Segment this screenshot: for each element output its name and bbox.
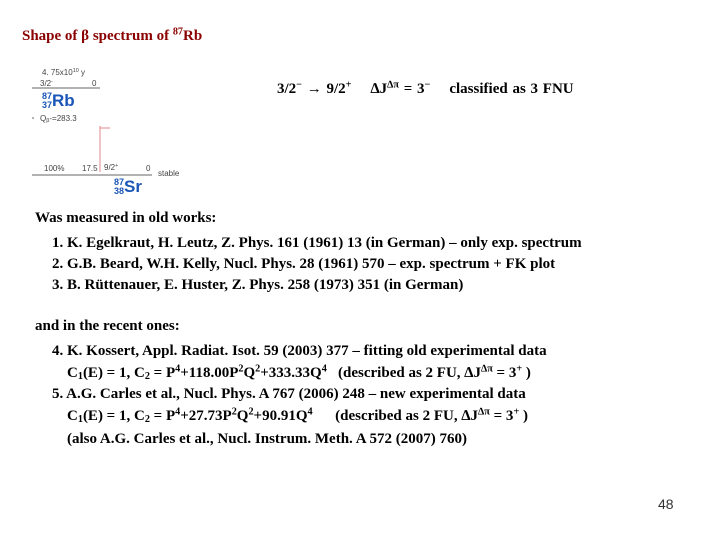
transition-description [277,81,574,98]
slide-title [22,28,202,45]
delta-j: J [379,81,388,97]
transition-arrow: → [306,81,322,97]
parent-level-energy: 0 [92,79,97,88]
reference-5-also: (also A.G. Carles et al., Nucl. Instrum. Meth. A 572 (2007) 760) [67,431,467,447]
initial-parity: − [296,79,302,91]
daughter-level-energy: 0 [146,164,151,173]
delta-value: = 3 [398,81,425,97]
reference-2: 2. G.B. Beard, W.H. Kelly, Nucl. Phys. 28 (1961) 570 – exp. spectrum + FK plot [52,256,556,272]
old-works-heading: Was measured in old works: [35,210,217,226]
daughter-spin: 9/2+ [104,163,119,172]
parent-q-value: $Q_\beta-=283.3$ [40,114,77,125]
reference-4-formula: $C_1(E) = 1$, $C_2 = P^4+118.00P^2Q^2+333.33Q^4$ (described as 2 FU, $\Delta J^{\Delta\pi} = 3^+$ ) [67,363,531,383]
final-parity: + [345,79,352,91]
branch-logft: 17.5 [82,164,98,173]
reference-4: 4. K. Kossert, Appl. Radiat. Isot. 59 (2003) 377 – fitting old experimental data [52,343,547,359]
decay-scheme-diagram [30,64,290,204]
page-number: 48 [658,496,674,512]
delta-j-superscript: ∆π [387,79,399,91]
final-spin: 9/2 [326,81,346,97]
reference-5: 5. A.G. Carles et al., Nucl. Phys. A 767 (2006) 248 – new experimental data [52,386,526,402]
delta-symbol: ∆ [370,81,380,97]
decay-scheme-lines [30,64,290,204]
title-prefix: Shape of β spectrum of [22,28,173,44]
reference-1: 1. K. Egelkraut, H. Leutz, Z. Phys. 161 (1961) 13 (in German) – only exp. spectrum [52,235,582,251]
reference-5-formula: $C_1(E) = 1$, $C_2 = P^4+27.73P^2Q^2+90.91Q^4$ (described as 2 FU, $\Delta J^{\Delta\pi} = 3^+$ ) [67,406,528,426]
parent-nuclide-rb87: 87 37Rb [42,91,75,110]
delta-value-parity: − [424,79,431,91]
title-mass-number: 87 [172,26,184,38]
transition-classification: classified as 3 FNU [449,81,574,97]
stable-label: stable [158,169,180,178]
reference-3: 3. B. Rüttenauer, E. Huster, Z. Phys. 258 (1973) 351 (in German) [52,277,464,293]
daughter-nuclide-sr87: 87 38Sr [114,177,142,196]
initial-spin: 3/2 [277,81,297,97]
parent-spin: 3/2- [40,79,53,88]
branch-intensity: 100% [44,164,65,173]
parent-halflife: 4. $75x10^{10}$ y [42,68,85,77]
recent-works-heading: and in the recent ones: [35,318,180,334]
title-element: Rb [183,28,203,44]
